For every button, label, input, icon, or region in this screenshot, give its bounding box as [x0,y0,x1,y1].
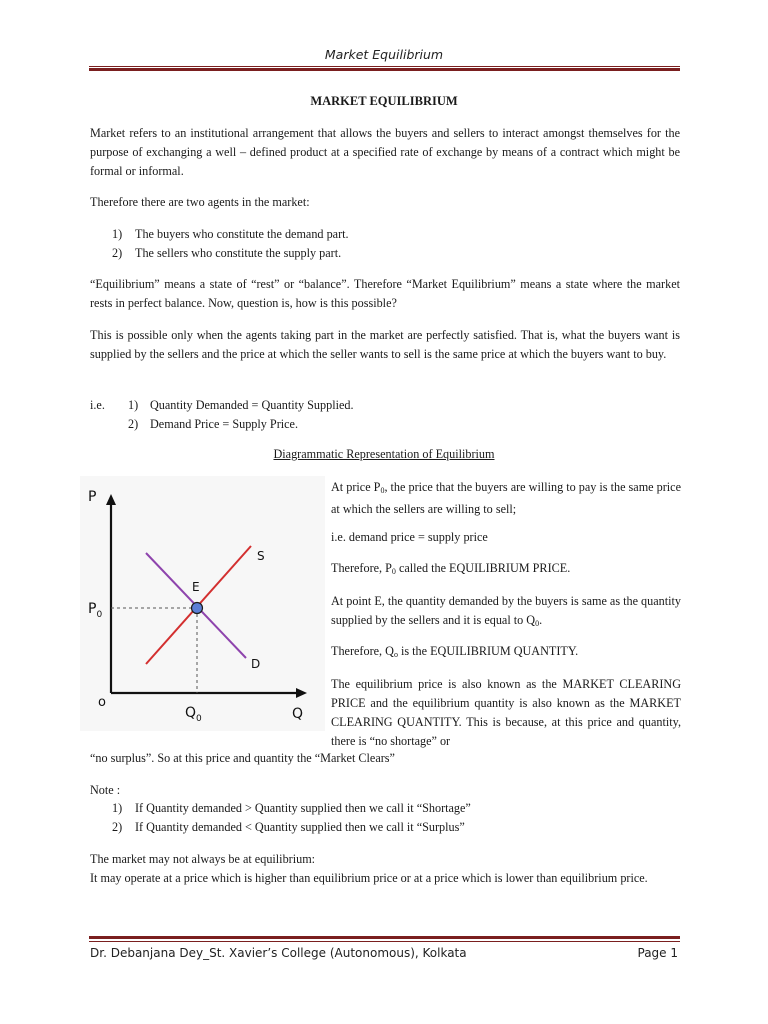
equilibrium-point [192,603,203,614]
header-rule-thick [89,68,680,71]
explain-equilibrium-quantity: Therefore, $Q_o$ is the EQUILIBRIUM QUANTITY. [331,644,579,659]
point-label: E [192,580,200,594]
page-number: Page 1 [637,946,678,960]
agents-intro: Therefore there are two agents in the market: [90,195,310,209]
agent-text-2: The sellers who constitute the supply part. [135,246,342,260]
quantity-label: $Q_0$ [185,705,202,724]
note-num-2: 2) [112,820,123,834]
closing-line-1: The market may not always be at equilibrium: [90,852,316,866]
explain-demand-supply-price: i.e. demand price = supply price [331,530,488,544]
x-axis-label: Q [292,706,304,722]
explain-point-e: At point E, the quantity demanded by the buyers is same as the quantity supplied by the sellers and it is equal to $Q_0$. [331,594,681,628]
agent-num-2: 2) [112,246,123,260]
intro-paragraph: Market refers to an institutional arrangement that allows the buyers and sellers to interact amongst themselves for the purpose of exchanging a well – defined product at a specified rate of exchange by means of a contract which might be formal or informal. [90,126,680,178]
explain-price-paragraph: At price $P_0$, the price that the buyers are willing to pay is the same price at which the sellers are willing to sell; [331,480,681,516]
note-label: Note : [90,783,121,797]
condition-num-1: 1) [128,398,139,412]
closing-line-2: It may operate at a price which is higher than equilibrium price or at a price which is lower than equilibrium price. [90,871,648,885]
note-text-1: If Quantity demanded > Quantity supplied then we call it “Shortage” [135,801,471,815]
possibility-paragraph: This is possible only when the agents taking part in the market are perfectly satisfied. That is, what the buyers want is supplied by the sellers and the price at which the seller wants to sell is the same price at which the buyers want to buy. [90,328,680,361]
note-text-2: If Quantity demanded < Quantity supplied then we call it “Surplus” [135,820,465,834]
footer-author: Dr. Debanjana Dey_St. Xavier’s College (Autonomous), Kolkata [90,946,467,960]
equilibrium-definition: “Equilibrium” means a state of “rest” or “balance”. Therefore “Market Equilibrium” means a state where the market rests in perfect balance. Now, question is, how is this possible? [90,277,680,310]
condition-text-2: Demand Price = Supply Price. [150,417,299,431]
note-num-1: 1) [112,801,123,815]
running-header: Market Equilibrium [324,47,444,62]
y-axis-label: P [88,489,97,505]
page-title: MARKET EQUILIBRIUM [310,94,458,108]
diagram-heading: Diagrammatic Representation of Equilibrium [273,447,495,461]
agent-num-1: 1) [112,227,123,241]
origin-label: o [98,695,106,710]
footer-rule-thick [89,936,680,939]
condition-num-2: 2) [128,417,139,431]
agent-text-1: The buyers who constitute the demand part. [135,227,349,241]
condition-text-1: Quantity Demanded = Quantity Supplied. [150,398,354,412]
demand-label: D [251,657,261,671]
conditions-prefix: i.e. [90,398,105,412]
supply-label: S [257,549,265,563]
footer-rule [89,941,680,942]
header-rule [89,66,680,67]
equilibrium-diagram [80,476,325,731]
explain-equilibrium-price: Therefore, $P_0$ called the EQUILIBRIUM PRICE. [331,561,571,576]
price-label: $P_0$ [88,601,103,620]
explain-market-clearing: The equilibrium price is also known as the MARKET CLEARING PRICE and the equilibrium quantity is also known as the MARKET CLEARING QUANTITY. This is because, at this price and quantity, there is “no shortage” or [331,677,681,748]
explain-market-clears: “no surplus”. So at this price and quantity the “Market Clears” [90,751,395,765]
